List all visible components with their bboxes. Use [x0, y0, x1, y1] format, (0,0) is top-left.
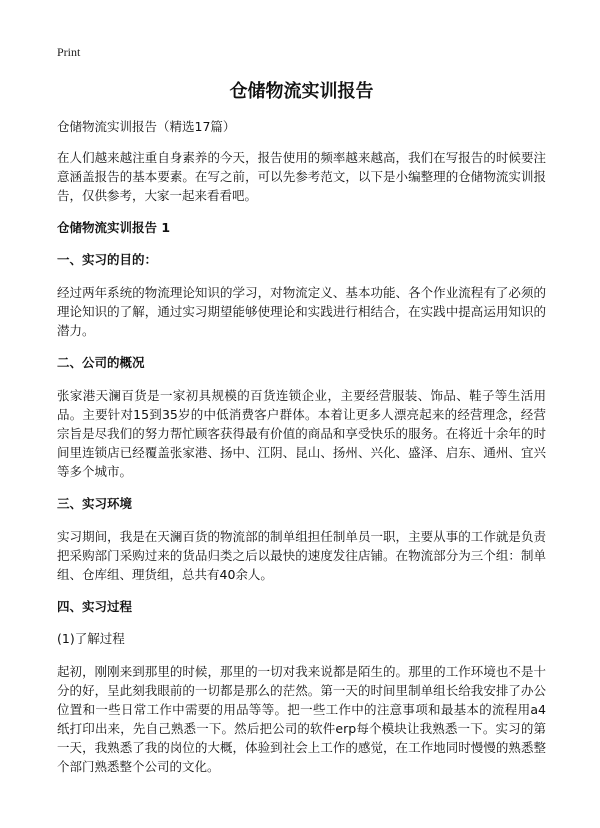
section-text-purpose: 经过两年系统的物流理论知识的学习，对物流定义、基本功能、各个作业流程有了必须的理论知识的了解，通过实习期望能够使理论和实践进行相结合，在实践中提高运用知识的潜力。: [57, 285, 546, 338]
document-title: 仓储物流实训报告: [229, 81, 374, 102]
section-heading-process: 四、实习过程: [57, 599, 133, 614]
print-link[interactable]: Print: [57, 45, 81, 59]
section-text-environment: 实习期间，我是在天澜百货的物流部的制单组担任制单员一职，主要从事的工作就是负责把采购部门采购过来的货品归类之后以最快的速度发往店铺。在物流部分为三个组：制单组、仓库组、理货组，总共有40余人。: [57, 529, 546, 582]
section-heading-company: 二、公司的概况: [57, 355, 145, 370]
intro-paragraph: 在人们越来越注重自身素养的今天，报告使用的频率越来越高，我们在写报告的时候要注意涵盖报告的基本要素。在写之前，可以先参考范文，以下是小编整理的仓储物流实训报告，仅供参考，大家一起来看看吧。: [57, 150, 546, 203]
report-heading: 仓储物流实训报告 1: [57, 220, 171, 235]
section-heading-purpose: 一、实习的目的：: [57, 252, 158, 267]
section-text-process: 起初，刚刚来到那里的时候，那里的一切对我来说都是陌生的。那里的工作环境也不是十分的好，呈此刻我眼前的一切都是那么的茫然。第一天的时间里制单组长给我安排了办公位置和一些日常工作中需要的用品等等。把一些工作中的注意事项和最基本的流程用a4纸打印出来，先自己熟悉一下。然后把公司的软件erp每个模块让我熟悉一下。实习的第一天，我熟悉了我的岗位的大概，体验到社会上工作的感觉，在工作地同时慢慢的熟悉整个部门熟悉整个公司的文化。: [57, 664, 546, 774]
section-text-company: 张家港天澜百货是一家初具规模的百货连锁企业，主要经营服装、饰品、鞋子等生活用品。主要针对15到35岁的中低消费客户群体。本着让更多人漂亮起来的经营理念，经营宗旨是尽我们的努力帮忙顾客获得最有价值的商品和享受快乐的服务。在将近十余年的时间里连锁店已经覆盖张家港、扬中、江阴、昆山、扬州、兴化、盛泽、启东、通州、宜兴等多个城市。: [57, 388, 546, 479]
section-heading-environment: 三、实习环境: [57, 496, 133, 511]
section-subheading-process: (1)了解过程: [57, 631, 125, 646]
document-subtitle: 仓储物流实训报告（精选17篇）: [57, 119, 236, 134]
